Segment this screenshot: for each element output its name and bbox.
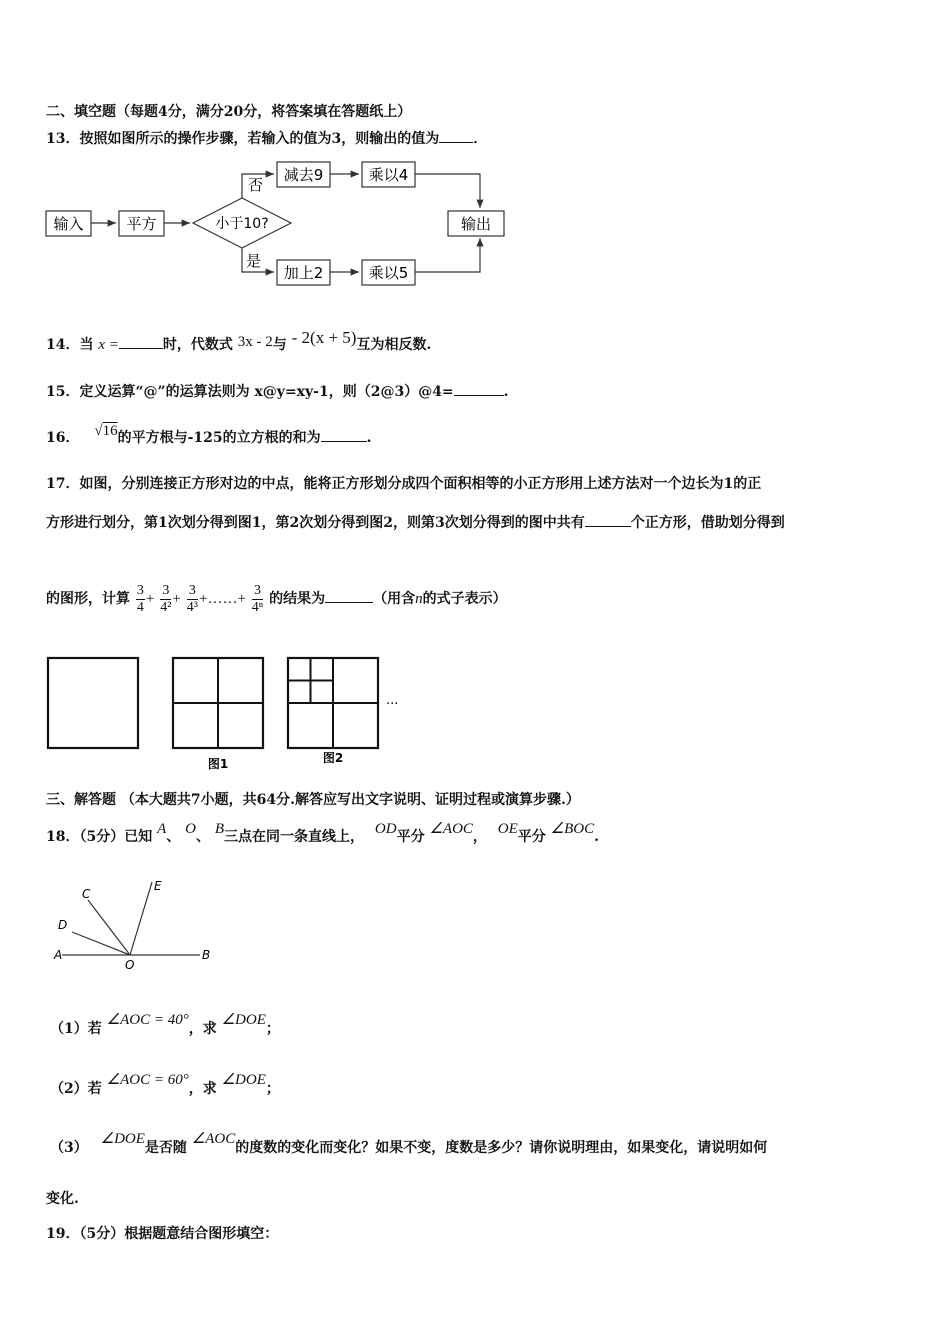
q14-blank[interactable] bbox=[119, 334, 163, 349]
q18-p3-mid: 是否随 bbox=[144, 1140, 187, 1156]
q18-comma: ， bbox=[472, 829, 487, 845]
q13-flowchart bbox=[40, 160, 520, 290]
q18-number: 18．（5分）已知 bbox=[46, 829, 153, 845]
fig1-label: 图1 bbox=[207, 757, 229, 771]
q15-question: 15．定义运算“@”的运算法则为 x@y=xy-1，则（2@3）@4= bbox=[46, 384, 454, 400]
q17-line3c: （用含 bbox=[373, 591, 416, 607]
label-o: O bbox=[125, 958, 135, 972]
q18-angle-figure bbox=[50, 872, 230, 972]
flow-yes-label: 是 bbox=[246, 252, 262, 270]
q16-blank[interactable] bbox=[321, 427, 367, 442]
flow-arrow bbox=[415, 174, 480, 208]
fig2-label: 图2 bbox=[322, 751, 344, 765]
frac-denominator: 4 bbox=[136, 599, 144, 615]
q15-tail: . bbox=[503, 384, 509, 400]
q16-sqrt: √16 bbox=[94, 423, 118, 439]
q16-number: 16． bbox=[46, 430, 80, 446]
flow-output-label: 输出 bbox=[460, 215, 492, 233]
q18-part2 bbox=[50, 1072, 280, 1098]
q17-squares-figure bbox=[40, 650, 420, 775]
q13-tail: ． bbox=[473, 131, 488, 147]
q18-p2-condition: ∠AOC = 60° bbox=[106, 1072, 189, 1088]
q14-tail: 互为相反数. bbox=[356, 337, 432, 353]
q18-period: . bbox=[594, 829, 599, 845]
q18-bisect: 平分 bbox=[517, 829, 546, 845]
q18-od: OD bbox=[374, 821, 397, 837]
q17-frac-3 bbox=[187, 583, 198, 616]
q17-line3a: 的图形，计算 bbox=[46, 591, 130, 607]
flow-input-label: 输入 bbox=[53, 215, 84, 233]
q18-text bbox=[46, 821, 599, 846]
flow-mul4-label: 乘以4 bbox=[368, 166, 409, 184]
label-e: E bbox=[154, 879, 162, 893]
frac-numerator: 3 bbox=[252, 583, 263, 600]
q17-line3 bbox=[46, 575, 507, 623]
frac-denominator: 4ⁿ bbox=[251, 599, 264, 615]
q17-frac-n bbox=[252, 583, 263, 616]
q13-blank[interactable] bbox=[439, 128, 473, 143]
q14-expr2: - 2(x + 5) bbox=[291, 328, 357, 347]
q13-question: 13．按照如图所示的操作步骤，若输入的值为3，则输出的值为 bbox=[46, 131, 440, 147]
q18-p3-label: （3） bbox=[50, 1140, 88, 1156]
q14-expr1: 3x - 2 bbox=[237, 334, 273, 350]
square-figure-1 bbox=[173, 658, 263, 748]
q14-number: 14．当 bbox=[46, 337, 94, 353]
q14-with: 与 bbox=[272, 337, 287, 353]
flow-square-label: 平方 bbox=[126, 215, 157, 233]
q18-p2-target: ∠DOE bbox=[221, 1072, 266, 1088]
label-a: A bbox=[54, 948, 63, 962]
q18-part3-line2: 变化. bbox=[46, 1191, 79, 1207]
q15-blank[interactable] bbox=[454, 381, 504, 396]
frac-numerator: 3 bbox=[187, 583, 198, 600]
q17-frac-2 bbox=[160, 583, 171, 616]
section2-heading: 二、填空题（每题4分，满分20分，将答案填在答题纸上） bbox=[46, 104, 412, 120]
square-figure-0 bbox=[48, 658, 138, 748]
q17-line3d: 的式子表示） bbox=[422, 591, 507, 607]
q16-question: 的平方根与-125的立方根的和为 bbox=[117, 430, 321, 446]
frac-numerator: 3 bbox=[160, 583, 171, 600]
q17-line3b: 的结果为 bbox=[269, 591, 326, 607]
q18-p3-angle-doe: ∠DOE bbox=[100, 1131, 145, 1147]
q14-text bbox=[46, 328, 432, 354]
frac-denominator: 4³ bbox=[186, 599, 198, 615]
label-d: D bbox=[58, 918, 68, 932]
q18-sep: 、 bbox=[196, 829, 210, 845]
ray-oe bbox=[130, 882, 152, 955]
plus-sign: + bbox=[172, 591, 181, 607]
frac-numerator: 3 bbox=[136, 582, 144, 598]
q15-text bbox=[46, 381, 509, 401]
q18-part1 bbox=[50, 1012, 280, 1038]
ellipsis: …… bbox=[207, 591, 238, 607]
q18-point-o: O bbox=[185, 821, 196, 837]
section3-heading: 三、解答题 （本大题共7小题，共64分.解答应写出文字说明、证明过程或演算步骤.） bbox=[46, 792, 580, 808]
q18-p1-ask: ，求 bbox=[188, 1021, 217, 1037]
q17-line2b: 个正方形，借助划分得到 bbox=[630, 515, 785, 531]
plus-sign: + bbox=[237, 591, 246, 607]
flow-no-label: 否 bbox=[248, 176, 264, 194]
q18-p2-label: （2）若 bbox=[50, 1081, 102, 1097]
q14-mid: 时，代数式 bbox=[162, 337, 233, 353]
square-figure-2 bbox=[288, 658, 378, 748]
q18-point-b: B bbox=[214, 821, 225, 837]
q18-point-a: A bbox=[157, 821, 167, 837]
q18-part3 bbox=[50, 1131, 768, 1157]
frac-denominator: 4² bbox=[160, 599, 172, 615]
figure-ellipsis: ··· bbox=[386, 697, 399, 712]
q17-frac-1 bbox=[136, 583, 145, 616]
flow-arrow bbox=[415, 238, 480, 272]
q18-p2-end: ； bbox=[265, 1081, 280, 1097]
q17-blank-sum[interactable] bbox=[325, 588, 373, 603]
q17-line2 bbox=[46, 512, 785, 532]
q17-blank-count[interactable] bbox=[585, 512, 631, 527]
q18-text1: 三点在同一条直线上， bbox=[224, 829, 365, 845]
q14-x-eq: x = bbox=[98, 337, 119, 353]
q18-p2-ask: ，求 bbox=[188, 1081, 217, 1097]
q18-p3-angle-aoc: ∠AOC bbox=[191, 1131, 236, 1147]
q16-sqrt-value: 16 bbox=[102, 423, 118, 439]
label-b: B bbox=[202, 948, 211, 962]
q18-p1-condition: ∠AOC = 40° bbox=[106, 1012, 189, 1028]
q18-p3-text: 的度数的变化而变化？如果不变，度数是多少？请你说明理由，如果变化，请说明如何 bbox=[235, 1140, 768, 1156]
q18-p1-target: ∠DOE bbox=[221, 1012, 266, 1028]
flow-mul5-label: 乘以5 bbox=[368, 264, 409, 282]
flow-add2-label: 加上2 bbox=[283, 264, 324, 282]
flow-sub9-label: 减去9 bbox=[283, 166, 324, 184]
q19-text: 19．（5分）根据题意结合图形填空： bbox=[46, 1226, 279, 1242]
q18-p1-end: ； bbox=[265, 1021, 280, 1037]
q18-p1-label: （1）若 bbox=[50, 1021, 102, 1037]
q13-text bbox=[46, 128, 487, 148]
q18-oe: OE bbox=[497, 821, 518, 837]
q18-bisect: 平分 bbox=[396, 829, 425, 845]
q18-sep: 、 bbox=[166, 829, 181, 845]
q16-text bbox=[46, 423, 372, 447]
q18-angle-aoc: ∠AOC bbox=[429, 821, 473, 837]
q17-line2a: 方形进行划分，第1次划分得到图1，第2次划分得到图2，则第3次划分得到的图中共有 bbox=[46, 515, 585, 531]
q16-tail: . bbox=[366, 430, 372, 446]
q17-n: n bbox=[415, 591, 423, 607]
flow-decision-label: 小于10? bbox=[215, 216, 269, 232]
q17-line1: 17．如图，分别连接正方形对边的中点，能将正方形划分成四个面积相等的小正方形用上述方法对一个边长为1的正 bbox=[46, 476, 762, 492]
q18-angle-boc: ∠BOC bbox=[550, 821, 595, 837]
plus-sign: + bbox=[198, 591, 208, 607]
label-c: C bbox=[82, 887, 91, 901]
plus-sign: + bbox=[145, 591, 155, 607]
